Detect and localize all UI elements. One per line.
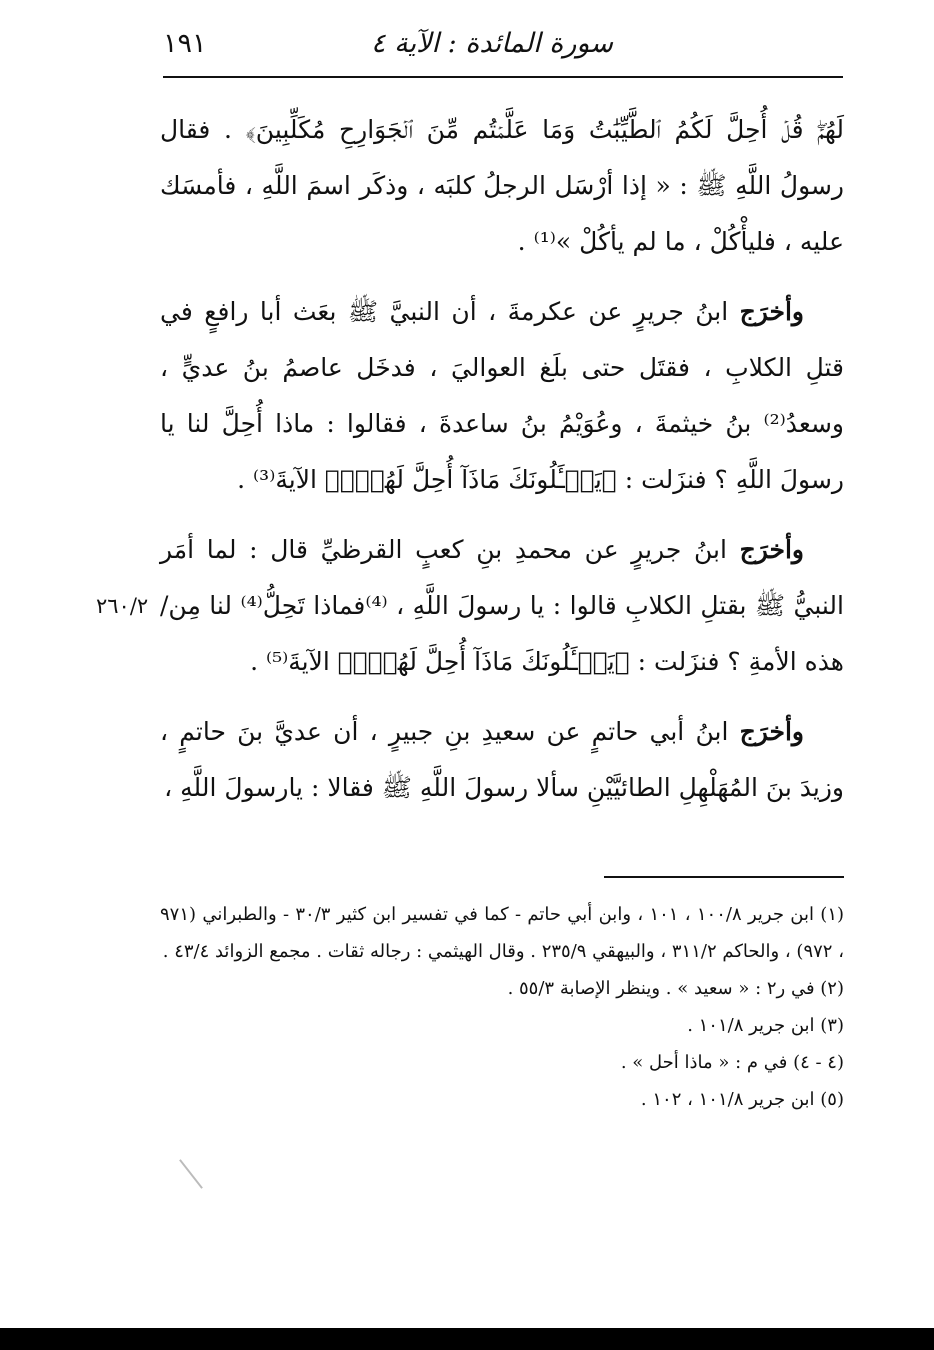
scan-mark	[179, 1159, 203, 1189]
footnote: (١) ابن جرير ١٠٠/٨ ، ١٠١ ، وابن أبي حاتم - كما في تفسير ابن كثير ٣٠/٣ - والطبراني (٩٧١ ، ٩٧٢) ، والحاكم ٣١١/٢ ، والبيهقي ٢٣٥/٩ . وقال الهيثمي : رجاله ثقات . مجمع الزوائد ٤٣/٤ .	[160, 904, 845, 962]
footnote: (٥) ابن جرير ١٠١/٨ ، ١٠٢ .	[640, 1089, 844, 1110]
footnote: (٢) في ر٢ : « سعيد » . وينظر الإصابة ٥٥/٣ .	[507, 978, 844, 999]
paragraph	[160, 284, 844, 508]
paragraph	[160, 102, 844, 270]
running-header	[163, 22, 843, 76]
header-rule	[163, 76, 843, 78]
paragraph	[160, 522, 844, 690]
paragraph-text: لَهُمۡۖ قُلۡ أُحِلَّ لَكُمُ ٱلطَّيِّبَٰتُ وَمَا عَلَّمۡتُم مِّنَ ٱلۡجَوَارِحِ مُكَلِّبِينَ﴾ . فقال رسولُ اللَّهِ ﷺ : « إذا أرْسَل الرجلُ كلبَه ، وذكَر اسمَ اللَّهِ ، فأمسَك عليه ، فليأْكُلْ ، ما لم يأكُلْ »⁽¹⁾ .	[160, 115, 844, 256]
paragraph-lead: وأخرَج	[739, 535, 804, 564]
footnote: (٣) ابن جرير ١٠١/٨ .	[687, 1015, 844, 1036]
scan-edge-bar	[0, 1328, 934, 1350]
margin-reference: ٢٦٠/٢	[96, 594, 149, 618]
paragraph-lead: وأخرَج	[739, 717, 804, 746]
footnotes	[160, 896, 844, 1118]
footnote: (٤ - ٤) في م : « ماذا أحل » .	[620, 1052, 844, 1073]
footnote-rule	[604, 876, 844, 878]
page-number: ١٩١	[163, 28, 207, 59]
paragraph	[160, 704, 844, 816]
main-text	[160, 102, 844, 830]
paragraph-lead: وأخرَج	[739, 297, 804, 326]
surah-title: سورة المائدة : الآية ٤	[371, 28, 613, 59]
paragraph-text: ابنُ جريرٍ عن عكرمةَ ، أن النبيَّ ﷺ بعَث أبا رافعٍ في قتلِ الكلابِ ، فقتَل حتى بلَغ العواليَ ، فدخَل عاصمُ بنُ عديٍّ ، وسعدُ⁽²⁾ بنُ خيثمةَ ، وعُوَيْمُ بنُ ساعدةَ ، فقالوا : ماذا أُحِلَّ لنا يا رسولَ اللَّهِ ؟ فنزَلت : ﴿يَسۡـَٔلُونَكَ مَاذَآ أُحِلَّ لَهُمۡۖ﴾ الآيةَ⁽³⁾ .	[160, 297, 844, 494]
paragraph-text: ابنُ جريرٍ عن محمدِ بنِ كعبٍ القرظيِّ قال : لما أمَر النبيُّ ﷺ بقتلِ الكلابِ قالوا : يا رسولَ اللَّهِ ، ⁽⁴⁾فماذا تَحِلُّ⁽⁴⁾ لنا مِن/ هذه الأمةِ ؟ فنزَلت : ﴿يَسۡـَٔلُونَكَ مَاذَآ أُحِلَّ لَهُمۡۖ﴾ الآيةَ⁽⁵⁾ .	[160, 535, 844, 676]
paragraph-text: ابنُ أبي حاتمٍ عن سعيدِ بنِ جبيرٍ ، أن عديَّ بنَ حاتمٍ ، وزيدَ بنَ المُهَلْهِلِ الطائيَّيْنِ سألا رسولَ اللَّهِ ﷺ فقالا : يارسولَ اللَّهِ ،	[160, 717, 844, 802]
